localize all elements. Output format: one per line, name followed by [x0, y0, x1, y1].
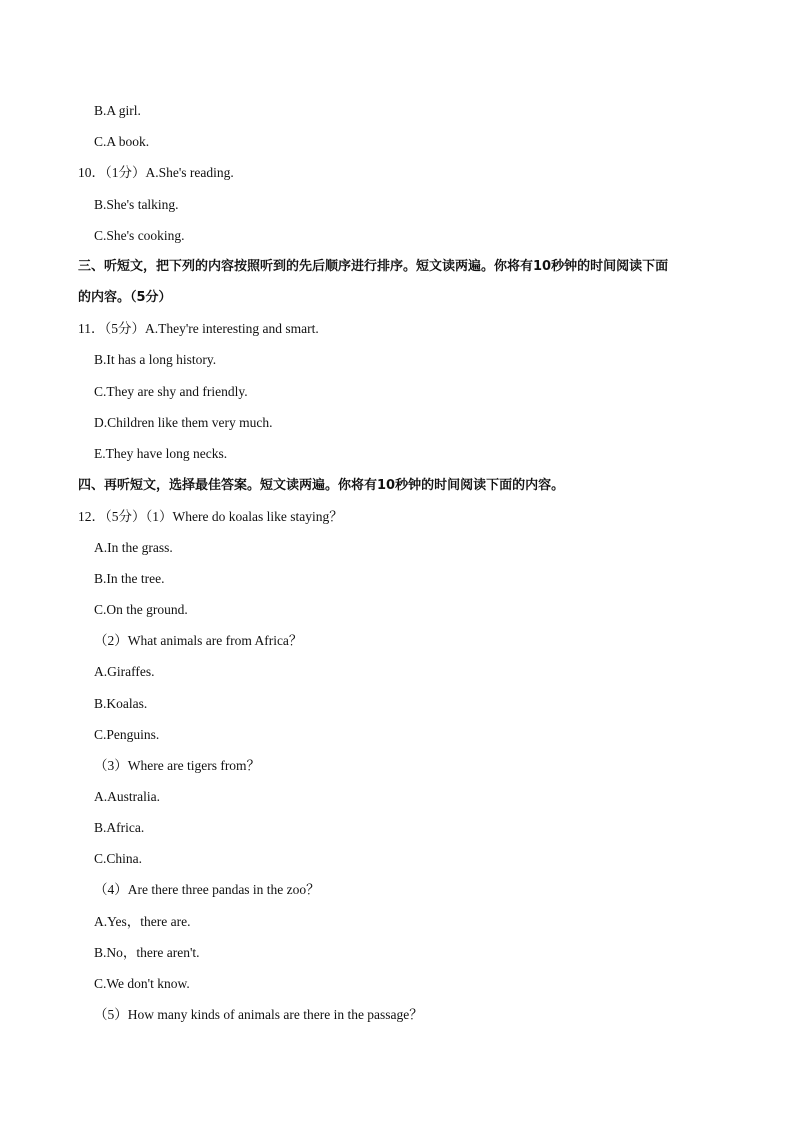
- answer-option: B.A girl.: [94, 103, 141, 118]
- answer-option: B.It has a long history.: [94, 352, 217, 367]
- answer-option: B.Koalas.: [94, 696, 148, 711]
- answer-option: B.In the tree.: [94, 571, 165, 586]
- answer-option: C.They are shy and friendly.: [94, 384, 248, 399]
- answer-option: B.She's talking.: [94, 197, 179, 212]
- question-line: 12．（5分）（1）Where do koalas like staying？: [78, 509, 343, 524]
- question-line: （3）Where are tigers from？: [94, 758, 261, 773]
- question-line: （4）Are there three pandas in the zoo？: [94, 882, 320, 897]
- question-line: （5）How many kinds of animals are there in the passage？: [94, 1007, 423, 1022]
- section-heading: 的内容。（5分）: [78, 290, 172, 305]
- answer-option: C.We don't know.: [94, 976, 190, 991]
- section-heading: 四、再听短文，选择最佳答案。短文读两遍。你将有10秒钟的时间阅读下面的内容。: [78, 478, 565, 493]
- answer-option: C.On the ground.: [94, 602, 188, 617]
- answer-option: C.Penguins.: [94, 727, 160, 742]
- question-line: 10．（1分）A.She's reading.: [78, 165, 234, 180]
- section-heading: 三、听短文，把下列的内容按照听到的先后顺序进行排序。短文读两遍。你将有10秒钟的时间阅读下面: [78, 259, 669, 274]
- answer-option: C.China.: [94, 851, 143, 866]
- answer-option: C.She's cooking.: [94, 228, 185, 243]
- question-line: 11．（5分）A.They're interesting and smart.: [78, 321, 319, 336]
- answer-option: D.Children like them very much.: [94, 415, 273, 430]
- answer-option: C.A book.: [94, 134, 150, 149]
- answer-option: A.Yes，there are.: [94, 914, 191, 929]
- answer-option: A.In the grass.: [94, 540, 173, 555]
- answer-option: A.Giraffes.: [94, 664, 155, 679]
- answer-option: B.No，there aren't.: [94, 945, 200, 960]
- answer-option: B.Africa.: [94, 820, 145, 835]
- answer-option: E.They have long necks.: [94, 446, 228, 461]
- answer-option: A.Australia.: [94, 789, 160, 804]
- question-line: （2）What animals are from Africa？: [94, 633, 303, 648]
